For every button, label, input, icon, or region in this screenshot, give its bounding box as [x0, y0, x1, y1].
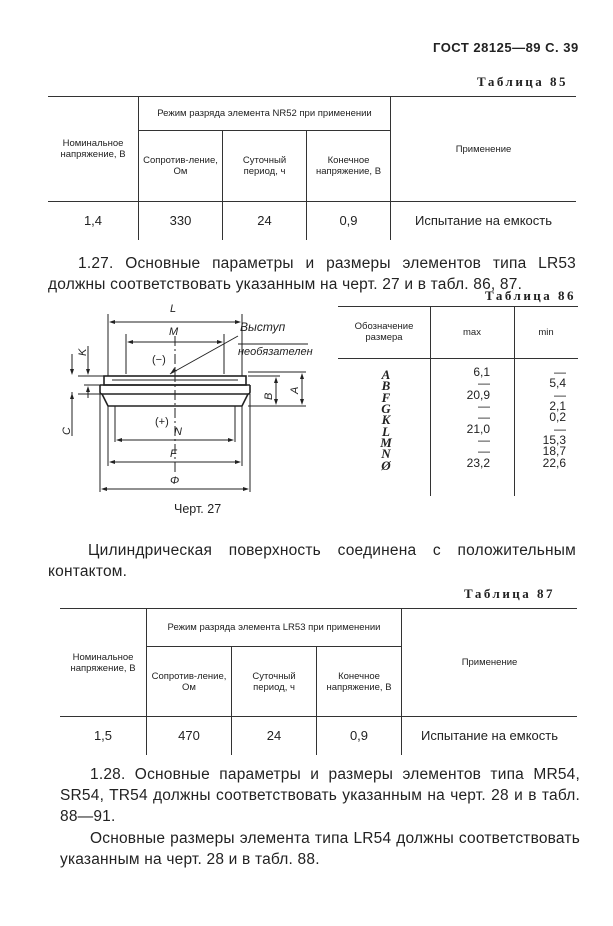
- paragraph-cylindrical: Цилиндрическая поверхность соединена с положительным контактом.: [48, 542, 576, 580]
- t85-val-nominal: 1,4: [48, 202, 139, 240]
- dim-label-b: B: [263, 392, 275, 400]
- t86-max: —: [478, 376, 490, 390]
- t86-col-max: max: [463, 327, 481, 338]
- t85-col-resistance: Сопротив-ление, Ом: [139, 131, 223, 202]
- dim-label-phi: Φ: [170, 475, 180, 487]
- table-row: [60, 717, 577, 755]
- dim-label-m: M: [169, 326, 179, 338]
- t86-sym: Ø: [381, 458, 391, 473]
- note-line-2: необязателен: [238, 346, 313, 358]
- paragraph-1-28: 1.28. Основные параметры и размеры элементов типа MR54, SR54, TR54 должны соответствовать указанным на черт. 28 и в табл. 88—91.: [60, 766, 580, 825]
- t86-max: —: [478, 433, 490, 447]
- t86-min: 18,7: [542, 444, 566, 458]
- table-86: [338, 306, 578, 496]
- table-86-caption: Таблица 86: [485, 288, 577, 303]
- t85-col-nominal: Номинальное напряжение, В: [48, 97, 139, 202]
- t86-col-min: min: [538, 327, 554, 338]
- t86-min: —: [554, 388, 566, 402]
- drawing-27-caption: Черт. 27: [174, 502, 222, 516]
- t86-max: 21,0: [466, 422, 490, 436]
- dim-label-f: F: [170, 448, 177, 460]
- note-line-1: Выступ: [240, 320, 286, 334]
- running-head: ГОСТ 28125—89 С. 39: [433, 40, 579, 55]
- terminal-minus-label: (−): [152, 354, 166, 366]
- t87-group-header: Режим разряда элемента LR53 при применении: [147, 609, 402, 647]
- table-row: [48, 202, 576, 240]
- t87-val-period: 24: [232, 717, 317, 755]
- t87-val-final: 0,9: [317, 717, 402, 755]
- t86-sym: M: [380, 435, 392, 450]
- t86-max: 20,9: [466, 388, 490, 402]
- t87-val-resistance: 470: [147, 717, 232, 755]
- terminal-plus-label: (+): [155, 416, 169, 428]
- t86-min: 15,3: [542, 433, 566, 447]
- table-87: [60, 608, 577, 755]
- t86-sym: G: [381, 401, 391, 416]
- t86-sym: L: [382, 424, 390, 439]
- t86-sym: B: [381, 378, 391, 393]
- t85-col-period: Суточный период, ч: [223, 131, 307, 202]
- dim-label-a: A: [289, 386, 301, 394]
- t86-sym: N: [381, 446, 391, 461]
- t86-min: —: [554, 365, 566, 379]
- table-87-caption: Таблица 87: [464, 586, 556, 601]
- t86-sym: A: [381, 367, 391, 382]
- t86-max: —: [478, 410, 490, 424]
- t87-val-usage: Испытание на емкость: [402, 717, 578, 755]
- t87-col-nominal: Номинальное напряжение, В: [60, 609, 147, 717]
- drawing-27: [48, 296, 348, 528]
- t86-min: 0,2: [549, 410, 566, 424]
- dim-label-l: L: [170, 303, 177, 315]
- t86-max: —: [478, 399, 490, 413]
- t87-col-resistance: Сопротив-ление, Ом: [147, 647, 232, 717]
- dim-label-k: K: [77, 348, 89, 356]
- dim-label-n: N: [174, 426, 182, 438]
- t87-col-period: Суточный период, ч: [232, 647, 317, 717]
- t86-sym: F: [381, 390, 391, 405]
- table-85: [48, 96, 576, 240]
- t87-val-nominal: 1,5: [60, 717, 147, 755]
- paragraph-1-27: 1.27. Основные параметры и размеры элементов типа LR53 должны соответствовать указанным на черт. 27 и в табл. 86, 87.: [48, 255, 576, 293]
- t86-min: 22,6: [542, 456, 566, 470]
- dim-label-c: C: [61, 427, 73, 435]
- t85-col-final: Конечное напряжение, В: [307, 131, 391, 202]
- t87-col-final: Конечное напряжение, В: [317, 647, 402, 717]
- t87-col-usage: Применение: [402, 609, 578, 717]
- t86-min: 2,1: [549, 399, 566, 413]
- t86-col-designation: Обозначение размера: [354, 321, 414, 343]
- t86-min: —: [554, 422, 566, 436]
- t86-min: 5,4: [549, 376, 566, 390]
- paragraph-lr54: Основные размеры элемента типа LR54 должны соответствовать указанным на черт. 28 и в табл. 88.: [60, 830, 580, 868]
- t86-sym: K: [381, 412, 391, 427]
- t86-max: 6,1: [473, 365, 490, 379]
- t85-val-usage: Испытание на емкость: [391, 202, 577, 240]
- table-85-caption: Таблица 85: [477, 74, 569, 89]
- t86-max: —: [478, 444, 490, 458]
- t85-val-resistance: 330: [139, 202, 223, 240]
- t85-group-header: Режим разряда элемента NR52 при применении: [139, 97, 391, 131]
- t86-max: 23,2: [466, 456, 490, 470]
- t85-val-final: 0,9: [307, 202, 391, 240]
- t85-val-period: 24: [223, 202, 307, 240]
- t85-col-usage: Применение: [391, 97, 577, 202]
